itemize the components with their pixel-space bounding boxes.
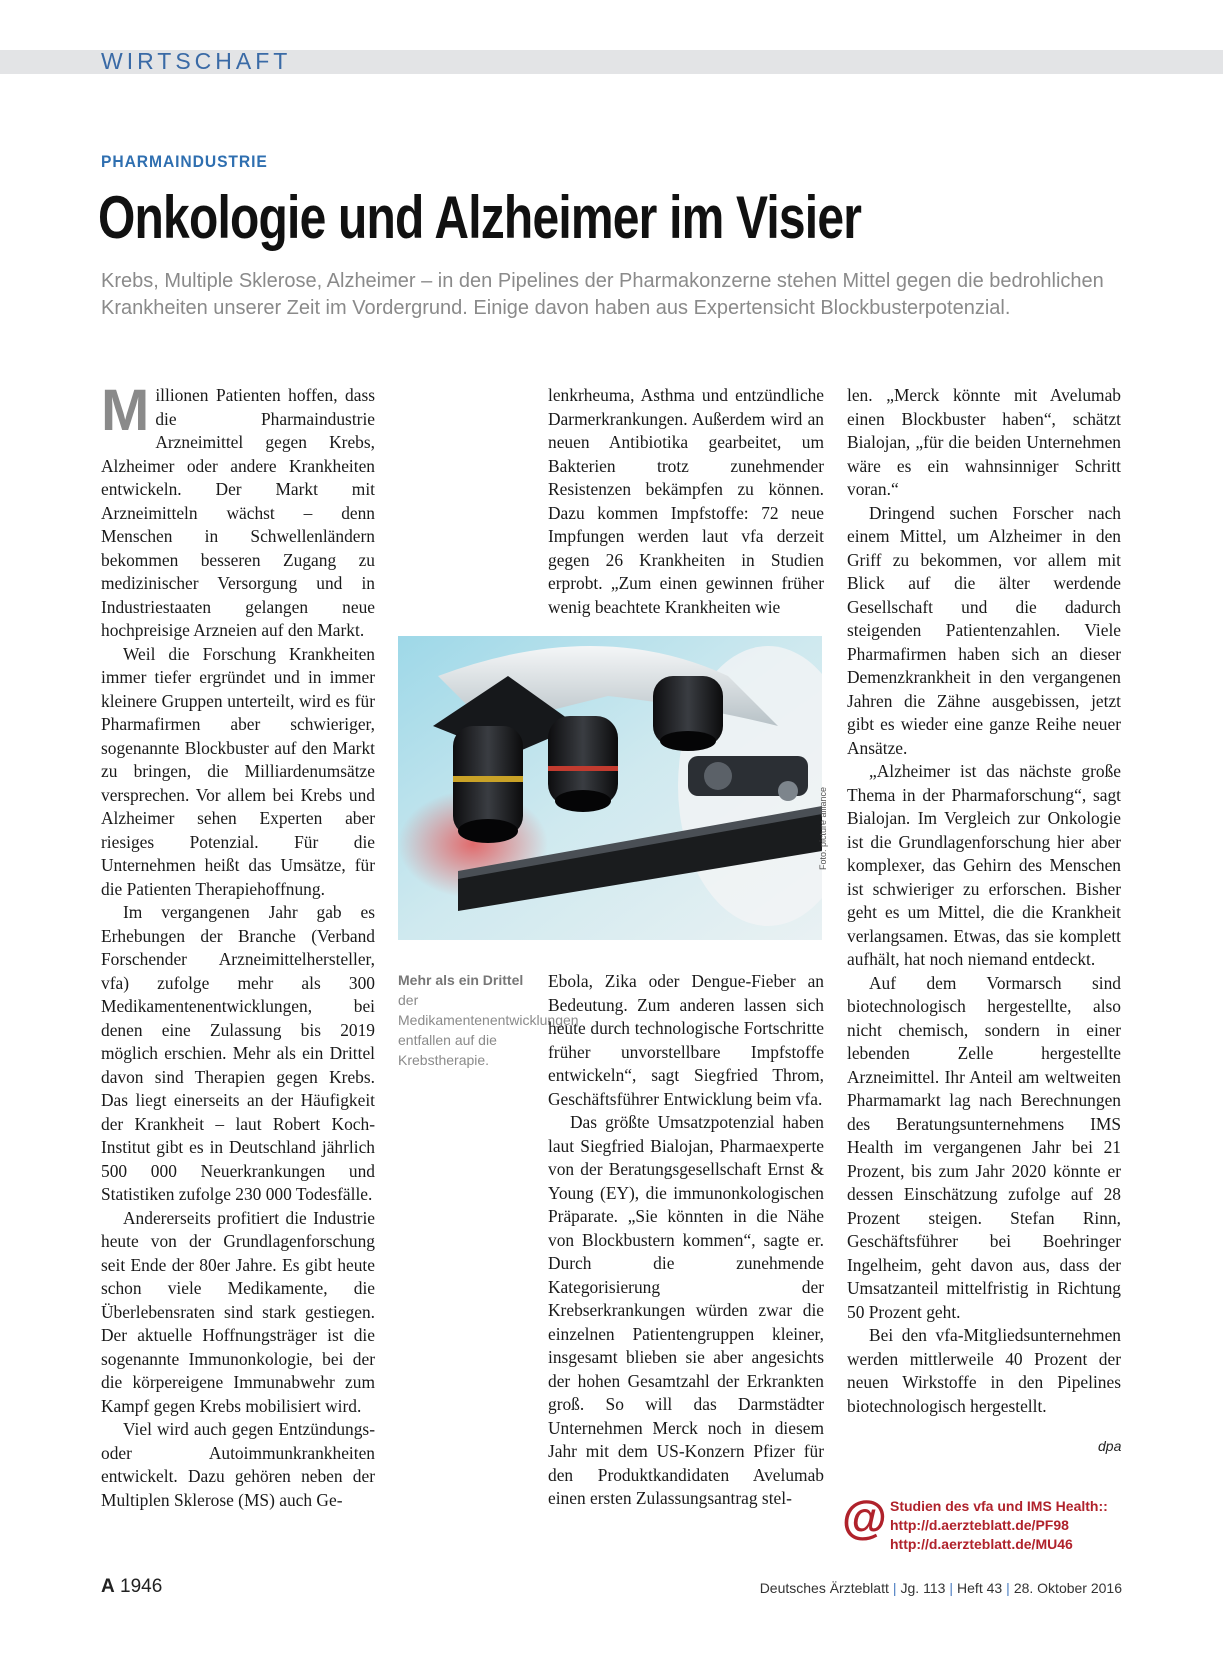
journal-name: Deutsches Ärzteblatt	[759, 1580, 889, 1596]
page-number: A 1946	[101, 1576, 163, 1597]
article-column-3	[847, 384, 1121, 1418]
caption-text: der Medikamentenentwicklungen entfallen auf die Krebstherapie.	[398, 992, 579, 1068]
microscope-photo	[398, 636, 822, 940]
paragraph: lenkrheuma, Asthma und entzündliche Darmerkrankungen. Außerdem wird an neuen Antibiotika gearbeitet, um Bakterien trotz zunehmender Resistenzen bekämpfen zu können. Dazu kommen Impfstoffe: 72 neue Impfungen werden laut vfa derzeit gegen 26 Krankheiten in Studien erprobt. „Zum einen gewinnen früher wenig beachtete Krankheiten wie	[548, 385, 824, 617]
photo-caption	[398, 970, 579, 1070]
article-kicker: PHARMAINDUSTRIE	[101, 152, 268, 171]
drop-cap: M	[101, 378, 150, 443]
article-column-2-top	[548, 384, 824, 619]
links-title: Studien des vfa und IMS Health::	[890, 1498, 1108, 1514]
paragraph: „Alzheimer ist das nächste große Thema in der Pharmaforschung“, sagt Bialojan. Im Vergleich zur Onkologie ist die Grundlagenforschung hier aber komplexer, das Gehirn des Menschen ist schwieriger zu erforschen. Bisher geht es um Mittel, die die Krankheit verlangsamen. Etwas, das sie komplett aufhält, hat noch niemand entdeckt.	[847, 761, 1121, 969]
byline: dpa	[1098, 1438, 1122, 1454]
section-label: WIRTSCHAFT	[101, 48, 292, 74]
journal-date: 28. Oktober 2016	[1013, 1580, 1122, 1596]
caption-title: Mehr als ein Drittel	[398, 972, 524, 988]
journal-volume: Jg. 113	[900, 1580, 946, 1596]
paragraph: Das größte Umsatzpotenzial haben laut Siegfried Bialojan, Pharmaexperte von der Beratungsgesellschaft Ernst & Young (EY), die immunonkologischen Präparate. „Sie könnten in die Nähe von Blockbustern kommen“, sagte er. Durch die zunehmende Kategorisierung der Krebserkrankungen würden zwar die einzelnen Patientengruppen kleiner, insgesamt blieben sie aber angesichts der hohen Gesamtzahl der Erkrankten groß. So will das Darmstädter Unternehmen Merck noch in diesem Jahr mit dem US-Konzern Pfizer für den Produktkandidaten Avelumab einen ersten Zulassungsantrag stel-	[548, 1112, 824, 1508]
at-icon: @	[842, 1491, 887, 1543]
journal-issue: Heft 43	[957, 1580, 1003, 1596]
study-link[interactable]: http://d.aerzteblatt.de/MU46	[890, 1536, 1073, 1552]
page-prefix: A	[101, 1576, 115, 1597]
journal-footer: Deutsches Ärzteblatt | Jg. 113 | Heft 43 | 28. Oktober 2016	[759, 1580, 1122, 1596]
paragraph: Im vergangenen Jahr gab es Erhebungen der Branche (Verband Forschender Arzneimittelhersteller, vfa) zufolge mehr als 300 Medikamentenentwicklungen, bei denen eine Zulassung bis 2019 möglich erschien. Mehr als ein Drittel davon sind Therapien gegen Krebs. Das liegt einerseits an der Häufigkeit der Krankheit – laut Robert Koch-Institut gibt es in Deutschland jährlich 500 000 Neuerkrankungen und Statistiken zufolge 230 000 Todesfälle.	[101, 902, 375, 1204]
paragraph: Auf dem Vormarsch sind biotechnologisch hergestellte, also nicht chemisch, sondern in einer lebenden Zelle hergestellte Arzneimittel. Ihr Anteil am weltweiten Pharmamarkt lag nach Berechnungen des Beratungsunternehmens IMS Health im vergangenen Jahr bei 21 Prozent, bis zum Jahr 2020 könnte er dessen Einschätzung zufolge auf 28 Prozent steigen. Stefan Rinn, Geschäftsführer bei Boehringer Ingelheim, geht davon aus, dass der Umsatzanteil mittelfristig in Richtung 50 Prozent geht.	[847, 972, 1121, 1322]
paragraph: Weil die Forschung Krankheiten immer tiefer ergründet und in immer kleinere Gruppen unterteilt, wird es für Pharmafirmen aber schwieriger, sogenannte Blockbuster auf den Markt zu bringen, die Milliardenumsätze versprechen. Vor allem bei Krebs und Alzheimer sehen Experten aber riesiges Potenzial. Für die Unternehmen heißt das Umsätze, für die Patienten Therapiehoffnung.	[101, 643, 375, 899]
paragraph: Millionen Patienten hoffen, dass die Pharmaindustrie Arzneimittel gegen Krebs, Alzheimer oder andere Krankheiten entwickeln. Der Markt mit Arzneimitteln wächst – denn Menschen in Schwellenländern bekommen besseren Zugang zu medizinischer Versorgung und in Industriestaaten gelangen neue hochpreisige Arzneien auf den Markt.	[101, 378, 375, 640]
article-headline: Onkologie und Alzheimer im Visier	[98, 184, 862, 251]
study-links	[890, 1497, 1108, 1554]
article-column-1	[101, 378, 375, 1512]
paragraph: Dringend suchen Forscher nach einem Mittel, um Alzheimer in den Griff zu bekommen, vor allem mit Blick auf die älter werdende Gesellschaft und die dadurch steigenden Patientenzahlen. Viele Pharmafirmen haben sich an dieser Demenzkrankheit in den vergangenen Jahren die Zähne ausgebissen, jetzt gibt es wieder eine ganze Reihe neuer Ansätze.	[847, 502, 1121, 758]
article-column-2-bottom	[548, 970, 824, 1511]
photo-credit: Foto: picture alliance	[818, 786, 828, 870]
study-link[interactable]: http://d.aerzteblatt.de/PF98	[890, 1517, 1069, 1533]
paragraph: len. „Merck könnte mit Avelumab einen Blockbuster haben“, schätzt Bialojan, „für die beiden Unternehmen wäre es ein wahnsinniger Schritt voran.“	[847, 385, 1121, 499]
microscope-illustration	[398, 636, 822, 940]
paragraph: Viel wird auch gegen Entzündungs- oder Autoimmunkrankheiten entwickelt. Dazu gehören neben der Multiplen Sklerose (MS) auch Ge-	[101, 1419, 375, 1510]
paragraph: Bei den vfa-Mitgliedsunternehmen werden mittlerweile 40 Prozent der neuen Wirkstoffe in den Pipelines biotechnologisch hergestellt.	[847, 1325, 1121, 1416]
paragraph: Ebola, Zika oder Dengue-Fieber an Bedeutung. Zum anderen lassen sich heute durch technologische Fortschritte früher unvorstellbare Impfstoffe entwickeln“, sagt Siegfried Throm, Geschäftsführer Entwicklung beim vfa.	[548, 971, 824, 1109]
article-lead: Krebs, Multiple Sklerose, Alzheimer – in den Pipelines der Pharmakonzerne stehen Mittel gegen die bedrohlichen Krankheiten unserer Zeit im Vordergrund. Einige davon haben aus Expertensicht Blockbusterpotenzial.	[101, 270, 1104, 319]
paragraph: Andererseits profitiert die Industrie heute von der Grundlagenforschung seit Ende der 80er Jahre. Es gibt heute schon viele Medikamente, die Überlebensraten sind stark gestiegen. Der aktuelle Hoffnungsträger ist die sogenannte Immunonkologie, bei der die körpereigene Immunabwehr zum Kampf gegen Krebs mobilisiert wird.	[101, 1207, 375, 1416]
